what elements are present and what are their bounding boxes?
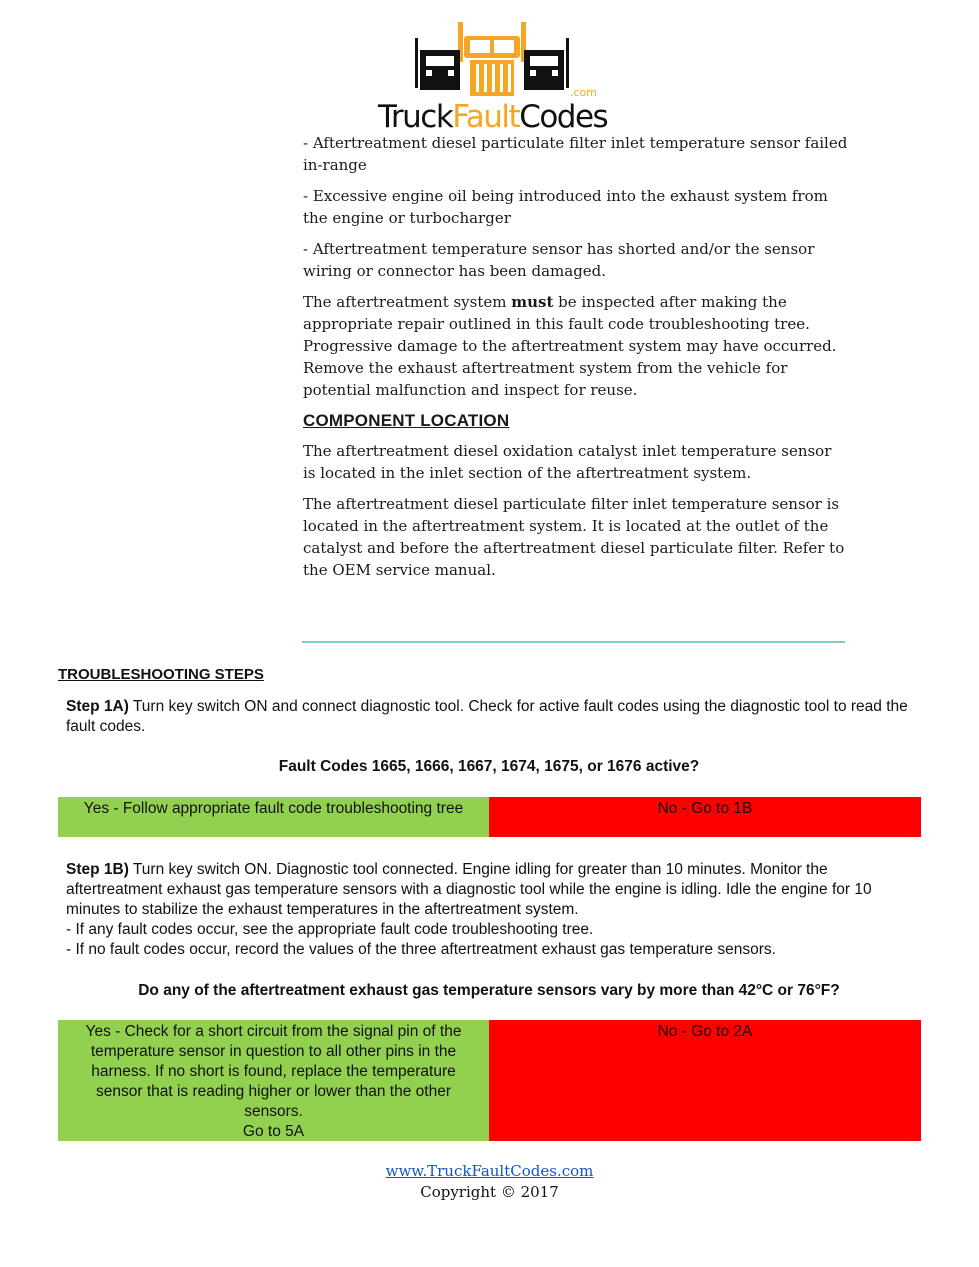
step-1a-question: Fault Codes 1665, 1666, 1667, 1674, 1675, or 1676 active? bbox=[278, 758, 700, 775]
step-1b-question: Do any of the aftertreatment exhaust gas temperature sensors vary by more than 42°C or 76°F? bbox=[138, 982, 840, 999]
cause-item: - Aftertreatment diesel particulate filter inlet temperature sensor failed in-range bbox=[303, 134, 848, 174]
page-footer bbox=[0, 1161, 979, 1203]
logo-com: .com bbox=[570, 86, 597, 99]
yes-answer: Yes - Follow appropriate fault code troubleshooting tree bbox=[58, 797, 489, 837]
yes-answer: Yes - Check for a short circuit from the signal pin of the temperature sensor in question to all other pins in the harness. If no short is found, replace the temperature sensor that is reading higher or lower than the other sensors. Go to 5A bbox=[58, 1020, 489, 1141]
site-link[interactable]: www.TruckFaultCodes.com bbox=[385, 1162, 594, 1180]
no-answer: No - Go to 1B bbox=[489, 797, 921, 837]
component-paragraph: The aftertreatment diesel oxidation catalyst inlet temperature sensor is located in the inlet section of the aftertreatment system. bbox=[303, 442, 832, 482]
cause-item: - Aftertreatment temperature sensor has shorted and/or the sensor wiring or connector has been damaged. bbox=[303, 240, 815, 280]
section-divider bbox=[302, 641, 845, 643]
component-location-heading: COMPONENT LOCATION bbox=[303, 411, 510, 430]
site-logo bbox=[378, 18, 608, 135]
component-paragraph: The aftertreatment diesel particulate filter inlet temperature sensor is located in the aftertreatment system. It is located at the outlet of the catalyst and before the aftertreatment diesel particulate filter. Refer to the OEM service manual. bbox=[303, 495, 845, 579]
step-1b-answers bbox=[58, 1020, 921, 1141]
content-column bbox=[303, 132, 848, 590]
step-1a: Step 1A) Turn key switch ON and connect diagnostic tool. Check for active fault codes using the diagnostic tool to read the fault codes. bbox=[66, 698, 908, 735]
cause-item: - Excessive engine oil being introduced into the exhaust system from the engine or turbocharger bbox=[303, 187, 828, 227]
inspection-paragraph: The aftertreatment system must be inspected after making the appropriate repair outlined in this fault code troubleshooting tree. Progressive damage to the aftertreatment system may have occurred. Remove the exhaust aftertreatment system from the vehicle for potential malfunction and inspect for reuse. bbox=[303, 293, 837, 399]
no-answer: No - Go to 2A bbox=[489, 1020, 921, 1141]
step-1b-line: - If no fault codes occur, record the values of the three aftertreatment exhaust gas temperature sensors. bbox=[66, 941, 776, 958]
step-1b-line: - If any fault codes occur, see the appropriate fault code troubleshooting tree. bbox=[66, 921, 594, 938]
truck-icon bbox=[412, 18, 572, 100]
logo-wordmark: TruckFaultCodes bbox=[378, 99, 608, 135]
step-1a-answers bbox=[58, 797, 921, 837]
copyright: Copyright © 2017 bbox=[420, 1183, 559, 1201]
step-1b: Step 1B) Turn key switch ON. Diagnostic tool connected. Engine idling for greater than 10 minutes. Monitor the aftertreatment exhaust gas temperature sensors with a diagnostic tool while the engine is idling. Idle the engine for 10 minutes to stabilize the exhaust temperatures in the aftertreatment system. - If any fault codes occur, see the appropriate fault code troubleshooting tree. - If no fault codes occur, record the values of the three aftertreatment exhaust gas temperature sensors. bbox=[66, 860, 916, 960]
troubleshooting-title: TROUBLESHOOTING STEPS bbox=[58, 666, 264, 683]
